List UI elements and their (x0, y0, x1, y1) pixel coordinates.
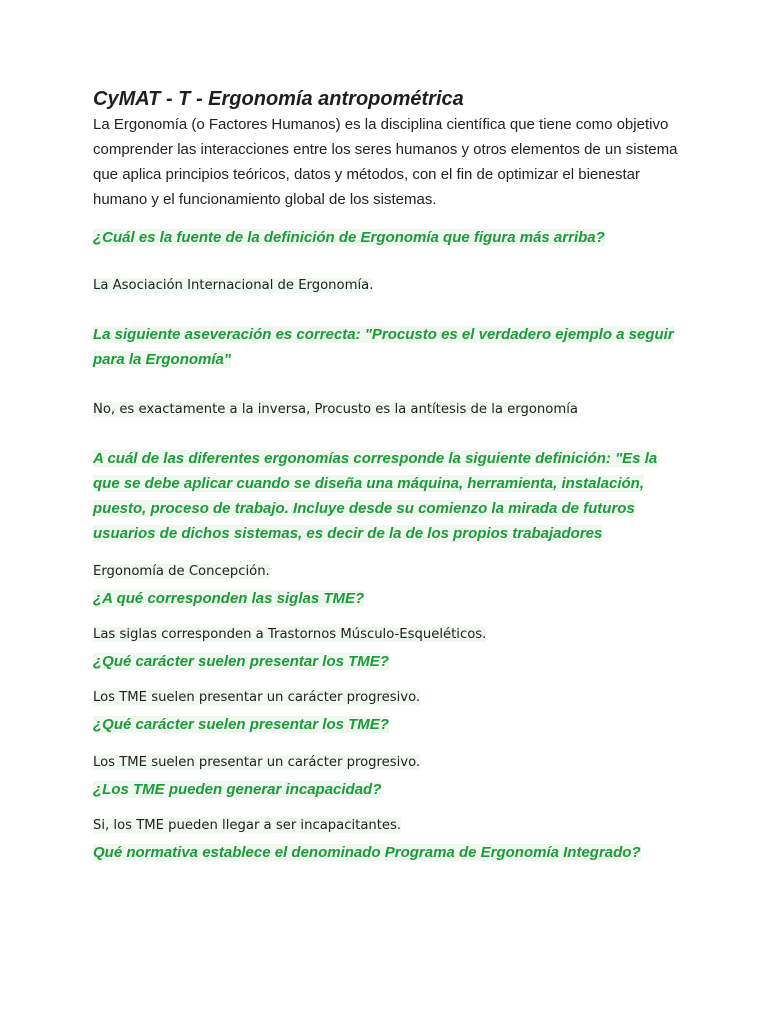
question-8-text: Qué normativa establece el denominado Programa de Ergonomía Integrado? (93, 844, 641, 861)
question-2-text: La siguiente aseveración es correcta: "Procusto es el verdadero ejemplo a seguir para la Ergonomía" (93, 326, 674, 368)
question-2 (93, 322, 683, 372)
answer-3 (93, 561, 683, 583)
answer-6-text: Los TME suelen presentar un carácter progresivo. (93, 755, 421, 770)
document-page (93, 86, 683, 865)
question-6 (93, 712, 683, 737)
answer-2-text: No, es exactamente a la inversa, Procusto es la antítesis de la ergonomía (93, 402, 578, 417)
question-3-text: A cuál de las diferentes ergonomías corresponde la siguiente definición: "Es la que se debe aplicar cuando se diseña una máquina, herramienta, instalación, puesto, proceso de trabajo. Incluye desde su comienzo la mirada de futuros usuarios de dichos sistemas, es decir de la de los propios trabajadores (93, 450, 658, 542)
question-8 (93, 840, 683, 865)
answer-1-text: La Asociación Internacional de Ergonomía. (93, 278, 374, 293)
answer-5-text: Los TME suelen presentar un carácter progresivo. (93, 690, 421, 705)
answer-7-text: Si, los TME pueden llegar a ser incapacitantes. (93, 818, 402, 833)
question-6-text: ¿Qué carácter suelen presentar los TME? (93, 716, 389, 733)
question-5-text: ¿Qué carácter suelen presentar los TME? (93, 653, 389, 670)
question-7 (93, 777, 683, 802)
question-7-text: ¿Los TME pueden generar incapacidad? (93, 781, 382, 798)
answer-3-text: Ergonomía de Concepción. (93, 564, 270, 579)
question-3 (93, 446, 683, 546)
question-4-text: ¿A qué corresponden las siglas TME? (93, 590, 365, 607)
question-1-text: ¿Cuál es la fuente de la definición de Ergonomía que figura más arriba? (93, 229, 605, 246)
answer-4-text: Las siglas corresponden a Trastornos Músculo-Esqueléticos. (93, 627, 487, 642)
answer-4 (93, 624, 683, 646)
answer-6 (93, 752, 683, 774)
question-5 (93, 649, 683, 674)
question-4 (93, 586, 683, 611)
answer-1 (93, 275, 683, 297)
answer-2 (93, 399, 683, 421)
answer-7 (93, 815, 683, 837)
document-title: CyMAT - T - Ergonomía antropométrica (93, 88, 464, 110)
intro-paragraph: La Ergonomía (o Factores Humanos) es la disciplina científica que tiene como objetivo comprender las interacciones entre los seres humanos y otros elementos de un sistema que aplica principios teóricos, datos y métodos, con el fin de optimizar el bienestar humano y el funcionamiento global de los sistemas. (93, 116, 678, 208)
answer-5 (93, 687, 683, 709)
question-1 (93, 225, 683, 250)
